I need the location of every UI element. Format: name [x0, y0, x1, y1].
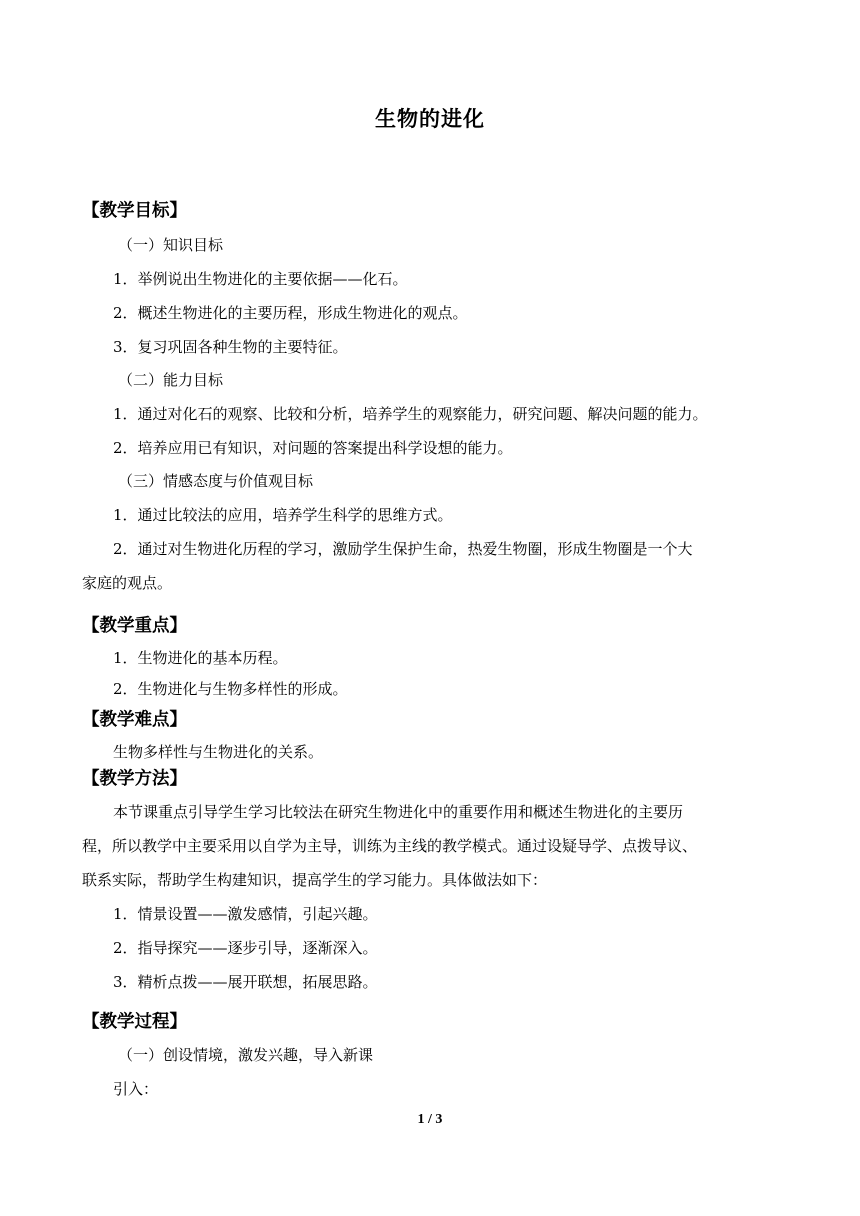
section-heading-key-points: 【教学重点】 [82, 616, 187, 636]
ability-item: 2．培养应用已有知识，对问题的答案提出科学设想的能力。 [113, 439, 513, 457]
method-item: 2．指导探究——逐步引导，逐渐深入。 [113, 939, 378, 957]
knowledge-label: （一）知识目标 [118, 236, 224, 254]
section-heading-difficulties: 【教学难点】 [82, 710, 187, 730]
emotion-label: （三）情感态度与价值观目标 [118, 472, 314, 490]
knowledge-item: 1．举例说出生物进化的主要依据——化石。 [113, 270, 408, 288]
key-point-item: 2．生物进化与生物多样性的形成。 [113, 680, 348, 698]
methods-paragraph-line: 本节课重点引导学生学习比较法在研究生物进化中的重要作用和概述生物进化的主要历 [113, 803, 684, 821]
process-intro: 引入： [113, 1080, 159, 1098]
key-point-item: 1．生物进化的基本历程。 [113, 649, 288, 667]
emotion-item-continued: 家庭的观点。 [82, 574, 173, 592]
knowledge-item: 2．概述生物进化的主要历程，形成生物进化的观点。 [113, 304, 468, 322]
emotion-item: 1．通过比较法的应用，培养学生科学的思维方式。 [113, 506, 453, 524]
difficulty-item: 生物多样性与生物进化的关系。 [113, 743, 324, 761]
emotion-item: 2．通过对生物进化历程的学习，激励学生保护生命，热爱生物圈，形成生物圈是一个大 [113, 540, 693, 558]
page-number: 1 / 3 [417, 1112, 443, 1127]
method-item: 1．情景设置——激发感情，引起兴趣。 [113, 905, 378, 923]
ability-item: 1．通过对化石的观察、比较和分析，培养学生的观察能力，研究问题、解决问题的能力。 [113, 405, 708, 423]
methods-paragraph-line: 联系实际，帮助学生构建知识，提高学生的学习能力。具体做法如下： [82, 871, 548, 889]
document-title: 生物的进化 [375, 106, 485, 131]
method-item: 3．精析点拨——展开联想，拓展思路。 [113, 973, 378, 991]
section-heading-process: 【教学过程】 [82, 1012, 187, 1032]
section-heading-methods: 【教学方法】 [82, 769, 187, 789]
process-step-label: （一）创设情境，激发兴趣，导入新课 [118, 1046, 374, 1064]
section-heading-objectives: 【教学目标】 [82, 201, 187, 221]
knowledge-item: 3．复习巩固各种生物的主要特征。 [113, 338, 348, 356]
ability-label: （二）能力目标 [118, 371, 224, 389]
methods-paragraph-line: 程，所以教学中主要采用以自学为主导，训练为主线的教学模式。通过设疑导学、点拨导议、 [82, 837, 698, 855]
